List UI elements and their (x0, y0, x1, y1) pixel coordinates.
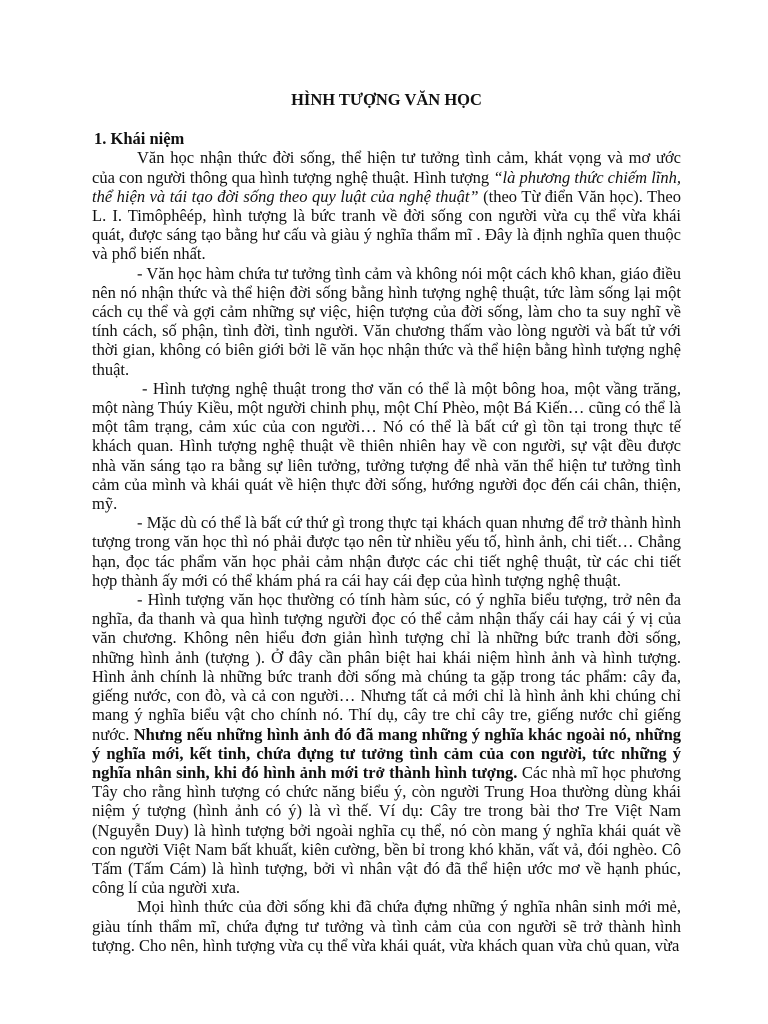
section-heading: 1. Khái niệm (94, 129, 185, 149)
paragraph-5 (92, 590, 681, 897)
document-title: HÌNH TƯỢNG VĂN HỌC (291, 90, 482, 109)
paragraph-6: Mọi hình thức của đời sống khi đã chứa đựng những ý nghĩa nhân sinh mới mẻ, giàu tính thẩm mĩ, chứa đựng tư tưởng và tình cảm của con người sẽ trở thành hình tượng. Cho nên, hình tượng vừa cụ thể vừa khái quát, vừa khách quan vừa chủ quan, vừa (92, 897, 681, 955)
paragraph-4: - Mặc dù có thể là bất cứ thứ gì trong thực tại khách quan nhưng để trở thành hình tượng trong văn học thì nó phải được tạo nên từ nhiều yếu tố, hình ảnh, chi tiết… Chẳng hạn, đọc tác phẩm văn học phải cảm nhận được các chi tiết nghệ thuật, từ các chi tiết hợp thành ấy mới có thể khám phá ra cái hay cái đẹp của hình tượng nghệ thuật. (92, 513, 681, 590)
paragraph-5-text-b: Các nhà mĩ học phương Tây cho rằng hình tượng có chức năng biểu ý, còn người Trung Hoa thường dùng khái niệm ý tượng (hình ảnh có ý) là vì thế. Ví dụ: Cây tre trong bài thơ Tre Việt Nam (Nguyễn Duy) là hình tượng bởi ngoài nghĩa cụ thể, nó còn mang ý nghĩa khái quát về con người Việt Nam bất khuất, kiên cường, bền bỉ trong khó khăn, vất vả, đói nghèo. Cô Tấm (Tấm Cám) là hình tượng, bởi vì nhân vật đó đã thể hiện ước mơ về hạnh phúc, công lí của người xưa. (92, 762, 681, 898)
paragraph-1-text-a: Văn học nhận thức đời sống, thể hiện tư tưởng tình cảm, khát vọng và mơ ước của con người thông qua hình tượng nghệ thuật. Hình tượng (92, 148, 681, 187)
paragraph-5-text-a: - Hình tượng văn học thường có tính hàm súc, có ý nghĩa biểu tượng, trở nên đa nghĩa, đa thanh và qua hình tượng người đọc có thể cảm nhận thấy cái hay cái ý vị của văn chương. Không nên hiểu đơn giản hình tượng chỉ là những bức tranh đời sống, những hình ảnh (tượng ). Ở đây cần phân biệt hai khái niệm hình ảnh và hình tượng. Hình ảnh chính là những bức tranh đời sống mà chúng ta gặp trong tác phẩm: cây đa, giếng nước, con đò, và cả con người… Nhưng tất cả mới chỉ là hình ảnh khi chúng chỉ mang ý nghĩa biểu vật cho chính nó. Thí dụ, cây tre chỉ cây tre, giếng nước chỉ giếng nước. (92, 590, 681, 744)
paragraph-5-bold: Nhưng nếu những hình ảnh đó đã mang những ý nghĩa khác ngoài nó, những ý nghĩa mới, kết tinh, chứa đựng tư tưởng tình cảm của con người, tức những ý nghĩa nhân sinh, khi đó hình ảnh mới trở thành hình tượng. (92, 724, 681, 782)
paragraph-2: - Văn học hàm chứa tư tưởng tình cảm và không nói một cách khô khan, giáo điều nên nó nhận thức và thể hiện đời sống bằng hình tượng nghệ thuật, tức làm sống lại một cách cụ thể và gợi cảm những sự việc, hiện tượng của đời sống, làm cho ta suy nghĩ về tính cách, số phận, tình đời, tình người. Văn chương thấm vào lòng người và bất tử với thời gian, không có biên giới bởi lẽ văn học nhận thức và thể hiện bằng hình tượng nghệ thuật. (92, 263, 681, 379)
paragraph-1 (92, 148, 681, 263)
paragraph-1-italic-quote: “là phương thức chiếm lĩnh, thể hiện và tái tạo đời sống theo quy luật của nghệ thuật” (92, 167, 681, 206)
paragraph-1-text-b: (theo Từ điển Văn học). Theo L. I. Timôphêép, hình tượng là bức tranh về đời sống con người vừa cụ thể vừa khái quát, được sáng tạo bằng hư cấu và giàu ý nghĩa thẩm mĩ . Đây là định nghĩa quen thuộc và phổ biến nhất. (92, 186, 681, 264)
paragraph-3: - Hình tượng nghệ thuật trong thơ văn có thể là một bông hoa, một vầng trăng, một nàng Thúy Kiều, một người chinh phụ, một Chí Phèo, một Bá Kiến… cũng có thể là một tâm trạng, cảm xúc của con người… Nó có thể là bất cứ gì tồn tại trong thực tế khách quan. Hình tượng nghệ thuật về thiên nhiên hay về con người, sự vật đều được nhà văn sáng tạo ra bằng sự liên tưởng, tưởng tượng để nhà văn thể hiện tư tưởng tình cảm của mình và khái quát về hiện thực đời sống, hướng người đọc đến cái chân, thiện, mỹ. (92, 378, 681, 514)
